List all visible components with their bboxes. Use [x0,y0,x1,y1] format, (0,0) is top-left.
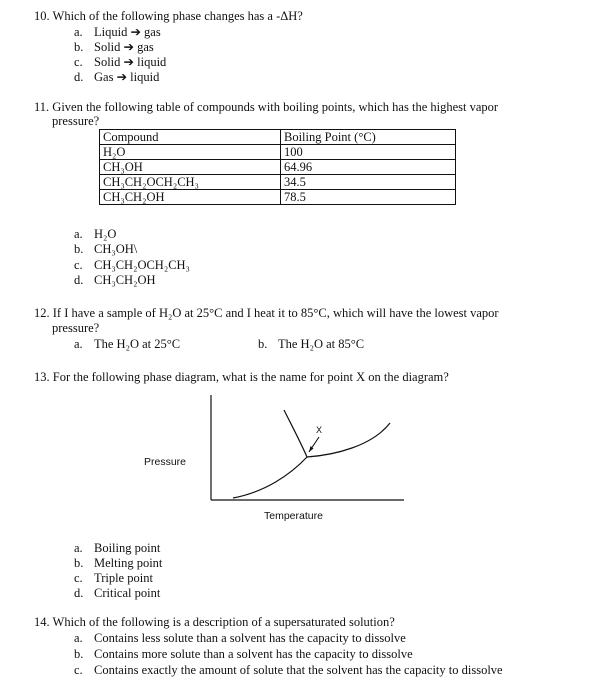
table-cell: H₂O [100,145,281,160]
option-letter: b. [258,337,268,351]
table-cell: CH₃OH [100,160,281,175]
option-text: Contains exactly the amount of solute that the solvent has the capacity to dissolve [94,663,503,677]
option-letter: c. [74,55,83,69]
option-text: Melting point [94,556,163,570]
option-text: H₂O [94,227,117,241]
table-cell: 78.5 [281,190,456,205]
fusion-curve [284,410,307,457]
question-11-text: 11. Given the following table of compounds with boiling points, which has the highest vapor [34,100,499,114]
option-letter: b. [74,647,84,661]
question-11-text-cont: pressure? [52,114,100,128]
table-cell: 64.96 [281,160,456,175]
point-x-label: X [316,425,323,435]
option-text: CH₃CH₂OCH₂CH₃ [94,258,190,272]
table-header-cell: Boiling Point (°C) [281,130,456,145]
option-text: Solid ➔ liquid [94,55,167,69]
sublimation-curve [233,457,307,498]
option-letter: c. [74,663,83,677]
q13-option-d [74,586,160,601]
option-text: CH₃OH\ [94,242,138,256]
q14-option-b [74,647,413,662]
q13-option-b [74,556,162,571]
option-letter: c. [74,571,83,585]
y-axis-label: Pressure [144,456,187,468]
option-text: Liquid ➔ gas [94,25,161,39]
option-letter: b. [74,242,84,256]
option-letter: b. [74,556,84,570]
question-10-text: 10. Which of the following phase changes has a -ΔH? [34,9,303,23]
option-letter: c. [74,258,83,272]
option-letter: a. [74,227,83,241]
option-text: Triple point [94,571,153,585]
option-text: Critical point [94,586,161,600]
question-13-text: 13. For the following phase diagram, what is the name for point X on the diagram? [34,370,449,384]
option-letter: d. [74,273,84,287]
q13-option-a [74,541,160,556]
option-letter: b. [74,40,84,54]
question-12-text-cont: pressure? [52,321,100,335]
table-cell: 34.5 [281,175,456,190]
table-header-cell: Compound [100,130,281,145]
table-cell: CH₃CH₂OCH₂CH₃ [100,175,281,190]
option-text: The H₂O at 85°C [278,337,365,351]
option-letter: d. [74,586,84,600]
table-cell: CH₃CH₂OH [100,190,281,205]
option-text: Contains more solute than a solvent has the capacity to dissolve [94,647,413,661]
option-text: Solid ➔ gas [94,40,154,54]
option-text: Gas ➔ liquid [94,70,160,84]
table-cell: 100 [281,145,456,160]
q14-option-c [74,663,503,678]
option-letter: d. [74,70,84,84]
option-text: CH₃CH₂OH [94,273,156,287]
option-text: The H₂O at 25°C [94,337,181,351]
q13-option-c [74,571,153,586]
question-14-text: 14. Which of the following is a description of a supersaturated solution? [34,615,395,629]
option-letter: a. [74,631,83,645]
x-axis-label: Temperature [264,510,323,522]
question-12-text: 12. If I have a sample of H₂O at 25°C and I heat it to 85°C, which will have the lowest vapor [34,306,499,320]
option-letter: a. [74,541,83,555]
option-text: Contains less solute than a solvent has the capacity to dissolve [94,631,406,645]
option-text: Boiling point [94,541,161,555]
q14-option-a [74,631,406,646]
option-letter: a. [74,25,83,39]
option-letter: a. [74,337,83,351]
